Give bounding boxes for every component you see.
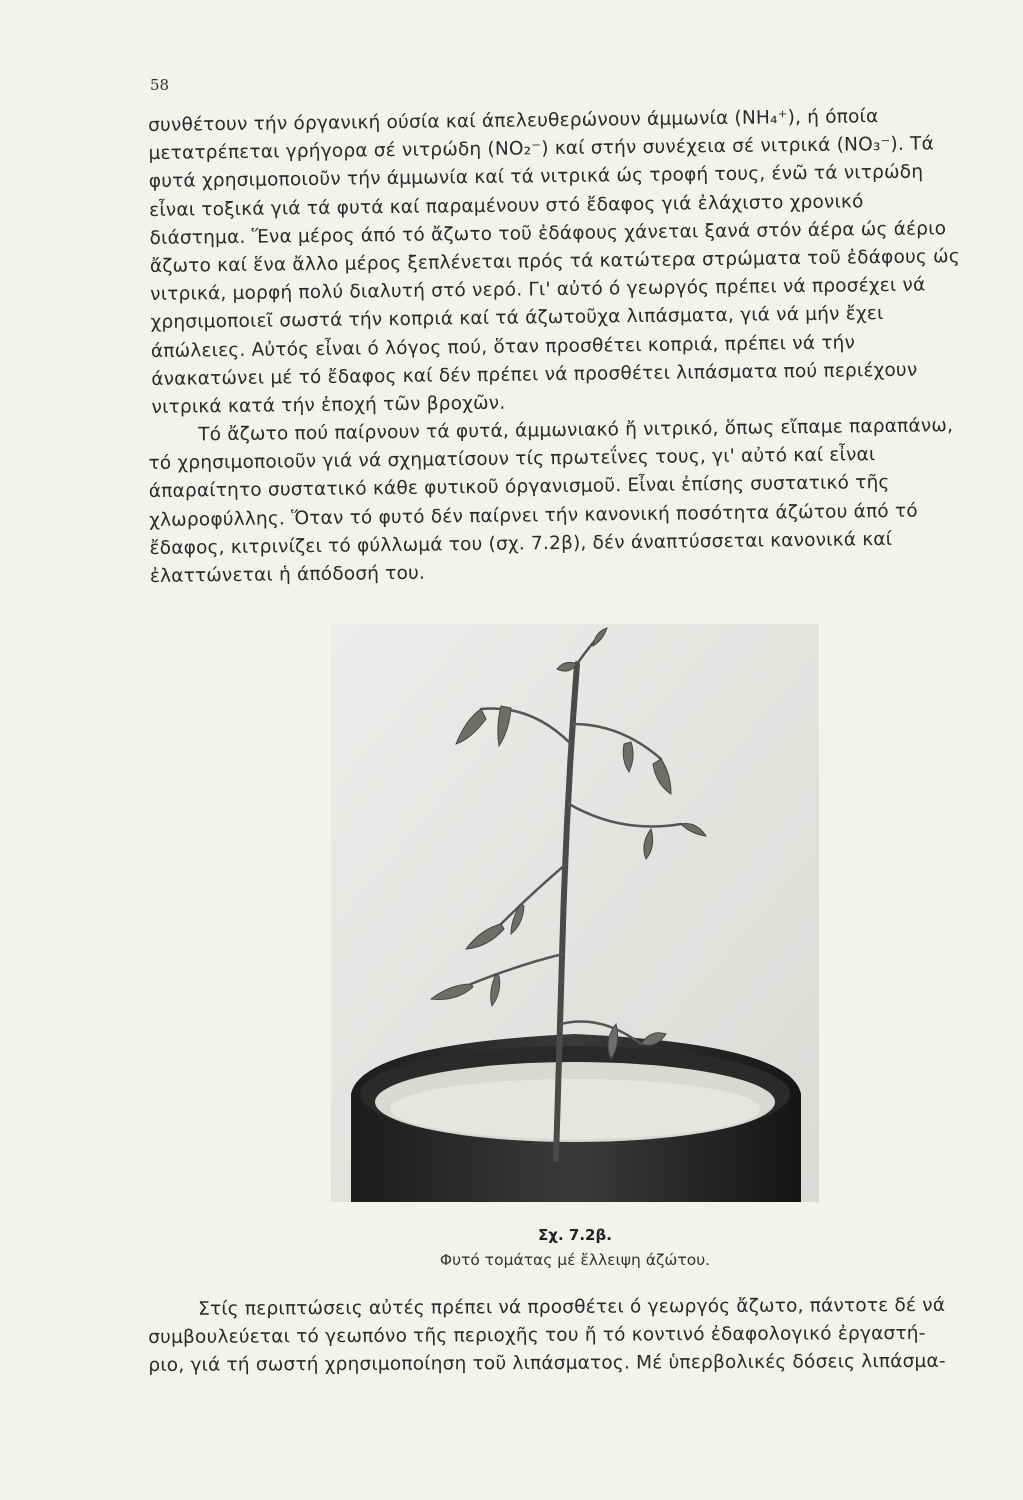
text-line: Στίς περιπτώσεις αὐτές πρέπει νά προσθέτει ό γεωργός ἄζωτο, πάντοτε δέ νά bbox=[198, 1294, 946, 1320]
text-line: ριο, γιά τή σωστή χρησιμοποίηση τοῦ λιπάσματος. Μέ ὑπερβολικές δόσεις λιπάσμα- bbox=[148, 1351, 946, 1377]
paragraph-nitrogen-cycle bbox=[148, 102, 982, 422]
tomato-plant-illustration bbox=[331, 624, 819, 1202]
text-line: άνακατώνει μέ τό ἔδαφος καί δέν πρέπει νά προσθέτει λιπάσματα πού περιέχουν bbox=[151, 359, 918, 390]
text-line: άπαραίτητο συστατικό κάθε φυτικοῦ όργανισμοῦ. Εἶναι ἐπίσης συστατικό τῆς bbox=[148, 472, 890, 503]
text-line: συμβουλεύεται τό γεωπόνο τῆς περιοχῆς του ἤ τό κοντινό ἐδαφολογικό ἐργαστή- bbox=[148, 1323, 926, 1349]
page-number: 58 bbox=[150, 76, 170, 94]
text-line: μετατρέπεται γρήγορα σέ νιτρώδη (ΝΟ₂⁻) καί στήν συνέχεια σέ νιτρικά (ΝΟ₃⁻). Τά bbox=[148, 133, 935, 165]
text-line: Τό ἄζωτο πού παίρνουν τά φυτά, άμμωνιακό ἤ νιτρικό, ὅπως εἴπαμε παραπάνω, bbox=[198, 415, 954, 446]
text-line: ἐλαττώνεται ἡ άπόδοσή του. bbox=[149, 562, 426, 588]
text-line: εἶναι τοξικά γιά τά φυτά καί παραμένουν στό ἔδαφος γιά ἐλάχιστο χρονικό bbox=[149, 190, 864, 221]
text-line: διάστημα. Ἕνα μέρος άπό τό ἄζωτο τοῦ ἐδάφους χάνεται ξανά στόν άέρα ώς άέριο bbox=[149, 218, 947, 249]
figure-tomato-plant-photo bbox=[331, 624, 819, 1202]
text-line: φυτά χρησιμοποιοῦν τήν άμμωνία καί τά νιτρικά ώς τροφή τους, ένῶ τά νιτρώδη bbox=[148, 161, 924, 193]
paragraph-nitrogen-role bbox=[148, 412, 980, 591]
figure-caption: Φυτό τομάτας μέ ἔλλειψη άζώτου. bbox=[439, 1251, 711, 1269]
figure-number: Σχ. 7.2β. bbox=[538, 1226, 612, 1244]
text-line: ἔδαφος, κιτρινίζει τό φύλλωμά του (σχ. 7.2β), δέν άναπτύσσεται κανονικά καί bbox=[149, 528, 893, 559]
text-line: χρησιμοποιεῖ σωστά τήν κοπριά καί τά άζωτοῦχα λιπάσματα, γιά νά μήν ἔχει bbox=[150, 303, 884, 334]
text-line: συνθέτουν τήν όργανική ούσία καί άπελευθερώνουν άμμωνία (ΝΗ₄⁺), ή όποία bbox=[148, 106, 879, 136]
text-line: τό χρησιμοποιοῦν γιά νά σχηματίσουν τίς πρωτεΐνες τους, γι' αὐτό καί εἶναι bbox=[148, 444, 876, 475]
paragraph-recommendation bbox=[148, 1292, 978, 1381]
text-line: χλωροφύλλης. Ὅταν τό φυτό δέν παίρνει τήν κανονική ποσότητα άζώτου άπό τό bbox=[149, 500, 918, 531]
text-line: νιτρικά κατά τήν ἐποχή τῶν βροχῶν. bbox=[151, 392, 506, 419]
text-line: ἄζωτο καί ἕνα ἄλλο μέρος ξεπλένεται πρός τά κατώτερα στρώματα τοῦ ἐδάφους ώς bbox=[149, 246, 960, 278]
text-line: νιτρικά, μορφή πολύ διαλυτή στό νερό. Γι' αὐτό ό γεωργός πρέπει νά προσέχει νά bbox=[150, 274, 926, 306]
text-line: άπώλειες. Αὐτός εἶναι ό λόγος πού, ὅταν προσθέτει κοπριά, πρέπει νά τήν bbox=[150, 332, 856, 362]
